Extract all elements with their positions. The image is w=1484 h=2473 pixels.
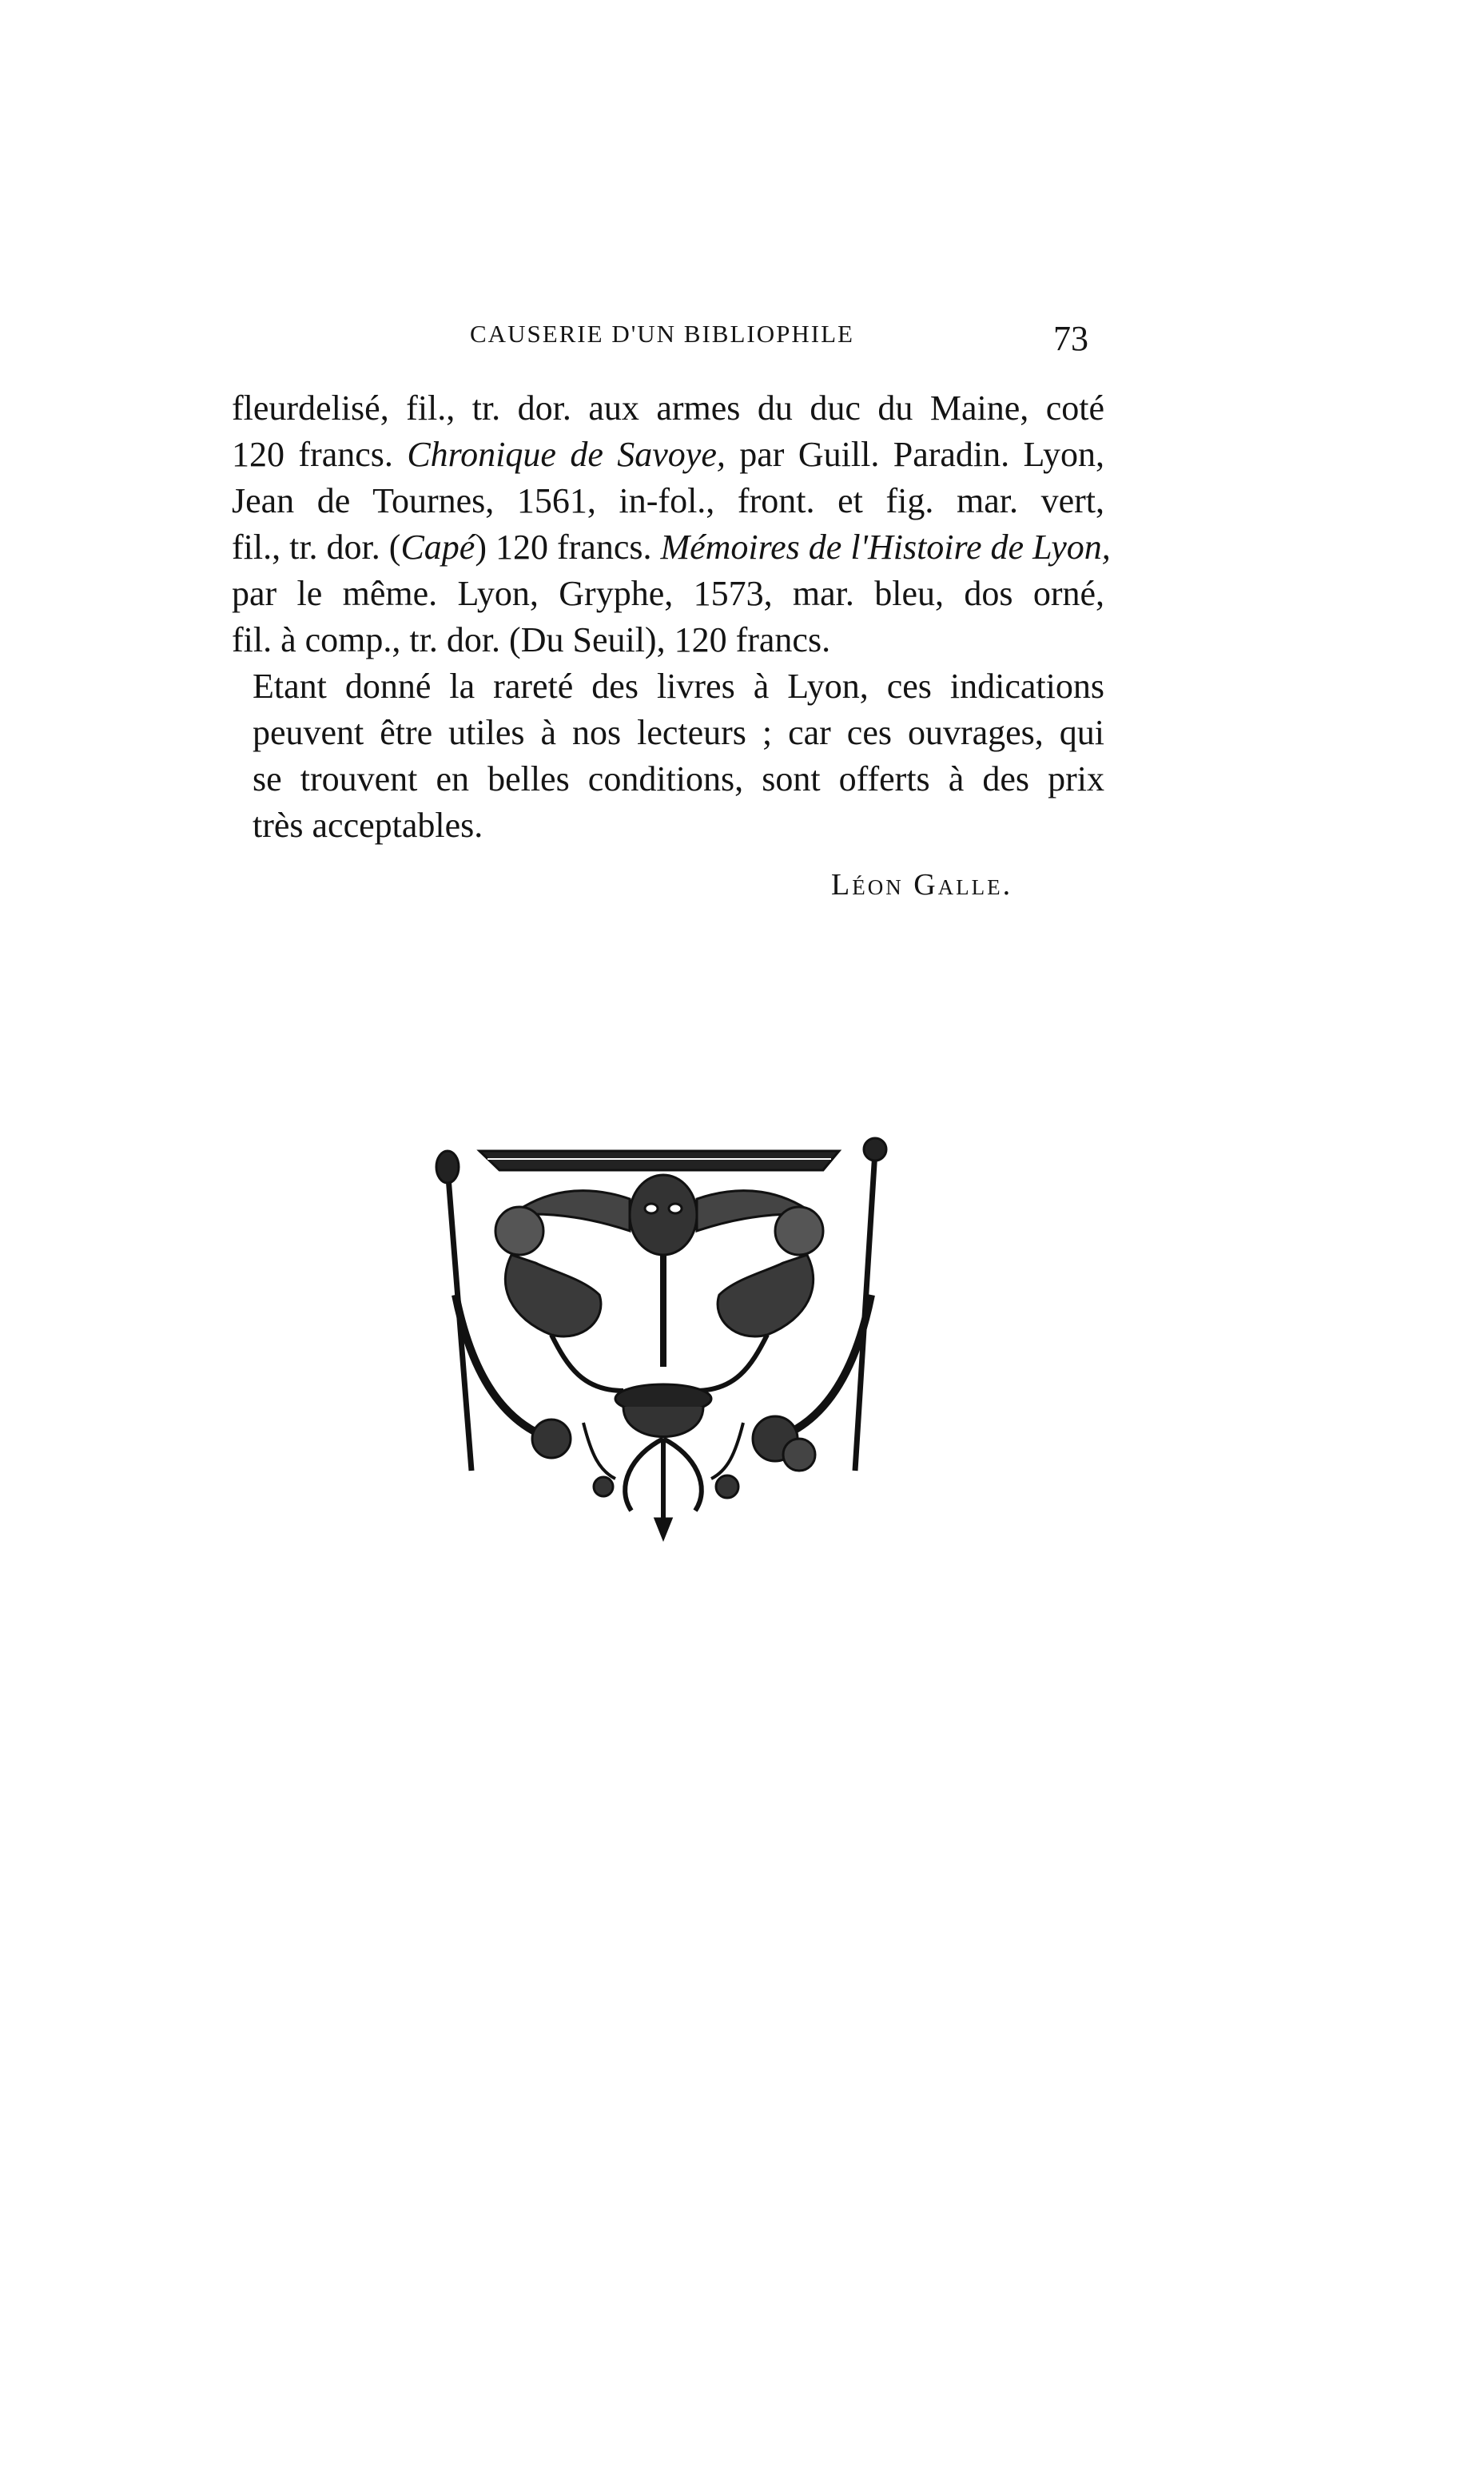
text-run: par Guill. Paradin. Lyon, (739, 435, 1104, 474)
text-run: ) 120 francs. (475, 528, 652, 567)
text-line: par le même. Lyon, Gryphe, 1573, mar. bleu, dos orné, (232, 574, 1104, 613)
text-line (232, 432, 1104, 478)
text-line: se trouvent en belles conditions, sont offerts à des prix (253, 759, 1104, 798)
text-run: 120 francs. (232, 435, 393, 474)
text-line: peuvent être utiles à nos lecteurs ; car ces ouvrages, qui (253, 713, 1104, 752)
binder-name: Capé (400, 528, 475, 567)
book-title-chronique: Chronique de Savoye, (407, 435, 726, 474)
text-line (232, 524, 1111, 571)
text-line: fleurdelisé, fil., tr. dor. aux armes du duc du Maine, coté (232, 388, 1104, 428)
ornamental-vignette-icon (424, 1135, 903, 1543)
text-line: Etant donné la rareté des livres à Lyon, ces indications (253, 667, 1104, 706)
paragraph-conclusion (232, 663, 1104, 849)
text-line: Jean de Tournes, 1561, in-fol., front. et fig. mar. vert, (232, 481, 1104, 520)
page-number: 73 (1053, 319, 1088, 358)
author-signature: Léon Galle. (831, 868, 1013, 902)
running-head: CAUSERIE D'UN BIBLIOPHILE (470, 320, 854, 348)
book-title-memoires: Mémoires de l'Histoire de Lyon, (660, 528, 1111, 567)
text-line: fil. à comp., tr. dor. (Du Seuil), 120 francs. (232, 620, 831, 659)
text-line: très acceptables. (253, 806, 483, 845)
text-run: fil., tr. dor. ( (232, 528, 401, 567)
paragraph-continuation (232, 385, 1111, 663)
body-text (232, 385, 1111, 849)
